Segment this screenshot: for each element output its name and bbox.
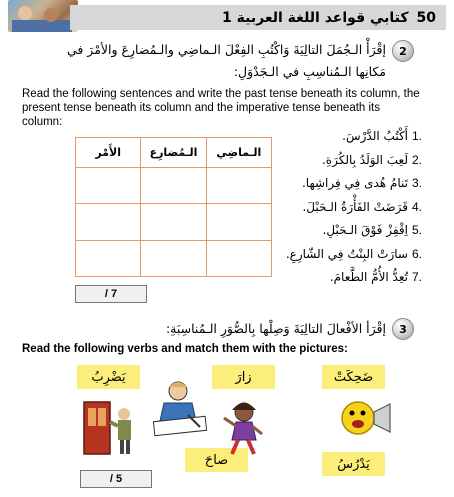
knocking-door-picture[interactable] <box>80 400 136 456</box>
door-window-left <box>88 408 96 426</box>
visiting-girl-picture[interactable] <box>218 400 266 456</box>
girl-leg <box>248 440 254 454</box>
exercise-2-number: 2 <box>392 40 414 62</box>
table-cell[interactable] <box>141 240 206 276</box>
sentence-number: 6. <box>411 246 422 261</box>
sentence-text: تُعِدُّ الأُمُّ الطَّعامَ. <box>329 270 408 284</box>
exercise-2-score-box: / 7 <box>75 285 147 303</box>
girl-hair <box>232 403 256 410</box>
sentence-text: سارَتْ البِنْتُ فِي الشّارِعِ. <box>285 246 408 261</box>
sentence-number: 4. <box>411 199 422 214</box>
exercise-2-instruction-en: Read the following sentences and write the past tense beneath its column, the present tense beneath its column and the imperative tense beneath its column: <box>22 88 420 128</box>
list-item <box>282 219 422 243</box>
sentence-number: 7. <box>411 270 422 284</box>
sentence-text: اِقْفِزْ فَوْقَ الـحَبْلِ. <box>322 223 408 237</box>
table-cell[interactable] <box>206 204 271 240</box>
header-photo <box>8 0 78 32</box>
table-cell[interactable] <box>206 168 271 204</box>
man-body <box>118 420 131 440</box>
sentence-number: 3. <box>411 176 422 190</box>
table-header-past: الـماضِي <box>206 138 271 168</box>
sentence-number: 1. <box>411 129 422 143</box>
exercise-3-instruction-ar: إقْرَأ الأفْعالَ التالِيَةَ وَصِلْها بِالصُّوَرِ الـمُناسِبَةِ: <box>165 321 386 336</box>
page-header <box>70 5 446 30</box>
shouting-face-picture[interactable] <box>338 394 394 446</box>
list-item <box>282 149 422 173</box>
table-header-present: الـمُضارِع <box>141 138 206 168</box>
face-mouth <box>352 420 364 428</box>
megaphone <box>374 404 390 432</box>
sentence-list <box>282 125 422 290</box>
photo-figure-head-2 <box>44 8 58 22</box>
boy-hair <box>169 382 187 387</box>
list-item <box>282 125 422 149</box>
face-eye <box>350 411 355 416</box>
exercise-3-score-box: / 5 <box>80 470 152 488</box>
verb-box-top-right[interactable]: ضَحِكَتْ <box>322 365 385 389</box>
list-item <box>282 243 422 267</box>
face-eye <box>361 411 366 416</box>
man-arm <box>110 422 118 426</box>
man-leg <box>120 440 124 454</box>
verb-box-bottom-right[interactable]: يَدْرُسُ <box>322 452 385 476</box>
table-header-imperative: الأَمْر <box>76 138 141 168</box>
table-cell[interactable] <box>76 168 141 204</box>
table-cell[interactable] <box>76 240 141 276</box>
page-number: 50 <box>416 9 436 26</box>
tense-table <box>75 137 272 277</box>
door-shape <box>84 402 110 454</box>
sentence-number: 5. <box>411 223 422 237</box>
man-leg <box>126 440 130 454</box>
table-cell[interactable] <box>76 204 141 240</box>
sentence-text: أَكْتُبُ الدَّرْسَ. <box>342 129 408 143</box>
list-item <box>282 172 422 196</box>
man-head <box>118 408 130 420</box>
list-item <box>282 266 422 290</box>
exercise-2-instruction-ar-line2: مَكانِها الـمُناسِبِ في الـجَدْوَلِ: <box>233 64 386 79</box>
photo-figure-head-1 <box>18 6 32 20</box>
girl-arm <box>224 418 236 426</box>
table-cell[interactable] <box>141 168 206 204</box>
exercise-2-instruction-ar-line1: إقْرَأْ الـجُمَلَ التالِيَةَ وَاكْتُبِ الفِعْلَ الـماضِي والـمُضارِعَ والأمْرَ في <box>66 42 386 57</box>
verb-box-top-left[interactable]: يَضْرِبُ <box>77 365 140 389</box>
face-circle <box>342 402 374 434</box>
sentence-text: لَعِبَ الوَلَدُ بِالكُرَةِ. <box>321 152 408 167</box>
girl-leg <box>232 440 238 454</box>
exercise-3-number: 3 <box>392 318 414 340</box>
photo-figure-body <box>12 20 72 32</box>
table-cell[interactable] <box>206 240 271 276</box>
page-title: كتابي قواعد اللغة العربية 1 <box>222 9 409 26</box>
verb-box-top-middle[interactable]: زارَ <box>212 365 275 389</box>
verb-box-bottom-middle[interactable]: صاحَ <box>185 448 248 472</box>
sentence-number: 2. <box>411 152 422 167</box>
studying-boy-picture[interactable] <box>148 377 210 437</box>
table-cell[interactable] <box>141 204 206 240</box>
list-item <box>282 196 422 220</box>
exercise-3-instruction-en: Read the following verbs and match them with the pictures: <box>22 343 348 355</box>
sentence-text: تَنامُ هُدى فِي فِراشِها. <box>301 176 408 190</box>
sentence-text: قَرَضَتْ الفَأْرَةُ الـحَبْلَ. <box>302 199 408 214</box>
door-window-right <box>98 408 106 426</box>
